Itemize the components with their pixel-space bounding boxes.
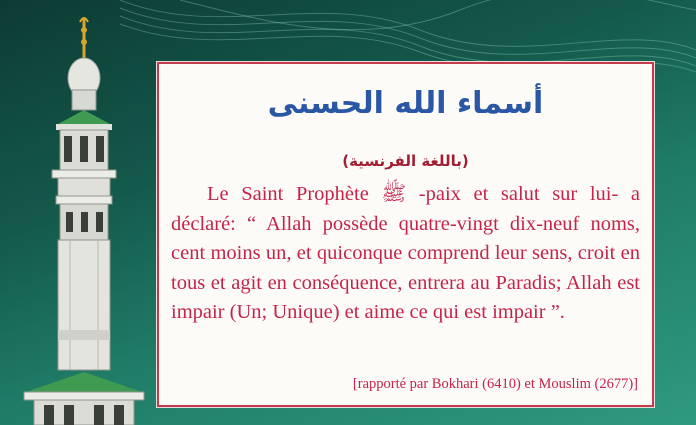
arabic-subtitle: (باللغة الفرنسية) <box>342 152 469 170</box>
minaret-illustration <box>0 0 170 425</box>
hadith-paragraph <box>171 180 640 328</box>
hadith-text: Le Saint Prophète ﷺ -paix et salut sur lui- a déclaré: “ Allah possède quatre-vingt dix-neuf noms, cent moins un, et quiconque comprend leur sens, croit en tous et agit en conséquence, entrera au Paradis; Allah est impair (Un; Unique) et aime ce qui est impair ”. <box>171 183 640 323</box>
hadith-source: [rapporté par Bokhari (6410) et Mouslim (2677)] <box>352 376 638 392</box>
hadith-card <box>157 62 654 407</box>
arabic-title: أسماء الله الحسنى <box>267 86 544 121</box>
